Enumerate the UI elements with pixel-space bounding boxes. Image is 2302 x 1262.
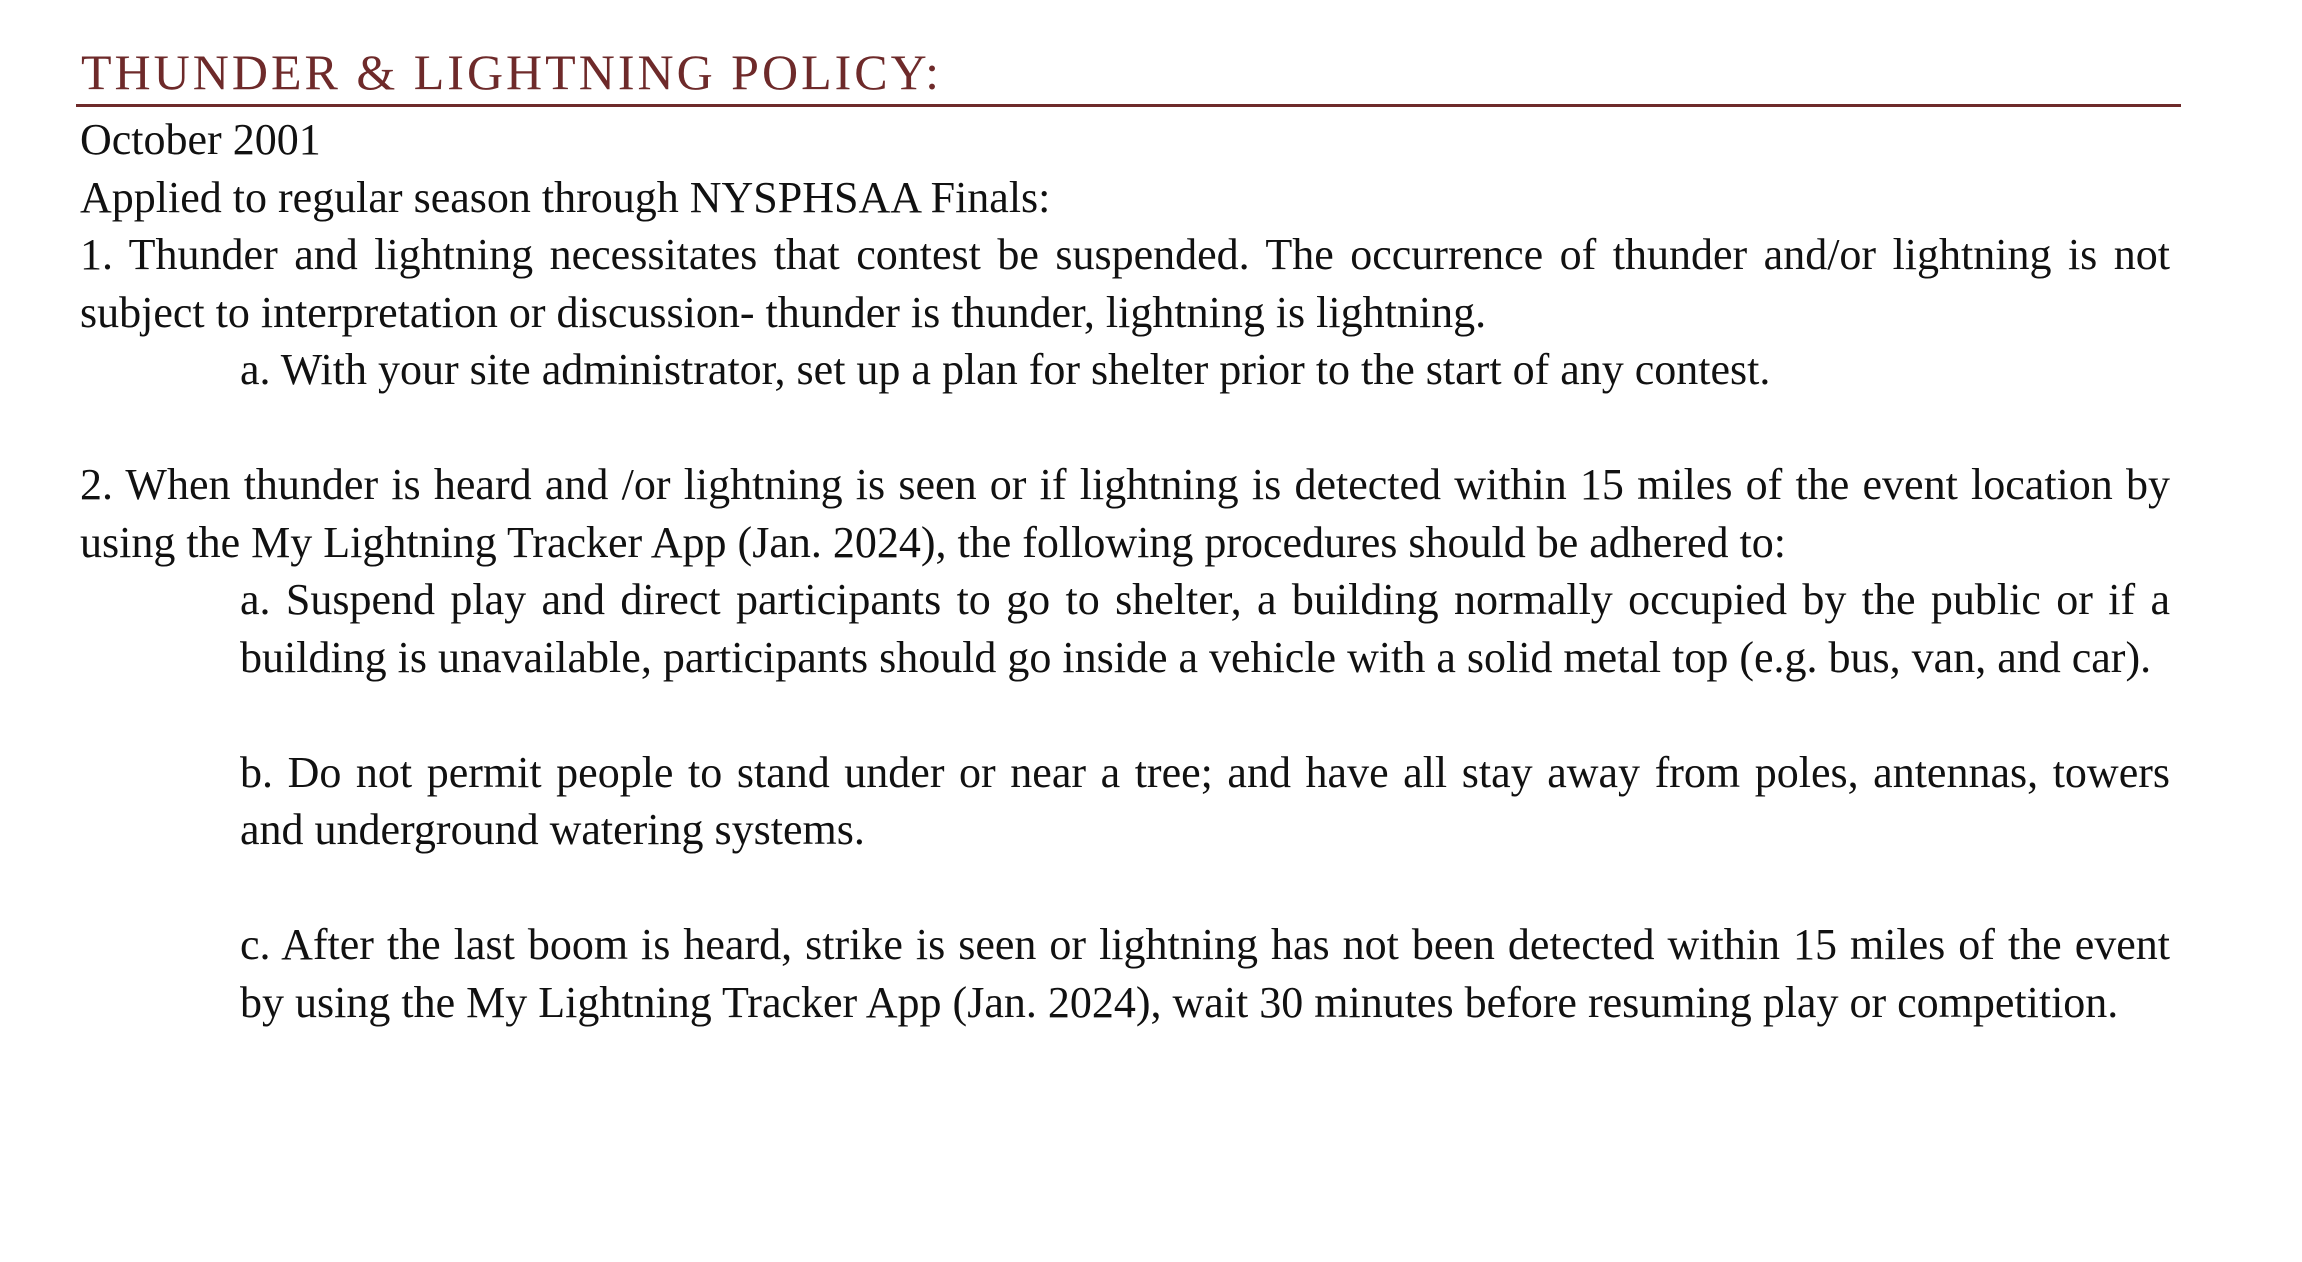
spacer <box>80 686 2170 744</box>
item-2-sub-b: b. Do not permit people to stand under or near a tree; and have all stay away from poles, antennas, towers and underground watering systems. <box>240 747 2170 854</box>
item-2-text: 2. When thunder is heard and /or lightning is seen or if lightning is detected within 15 miles of the event location by using the My Lightning Tracker App (Jan. 2024), the following procedures should be adhered to: <box>80 460 2170 567</box>
policy-document <box>80 40 2170 1031</box>
item-1-sub-a: a. With your site administrator, set up a plan for shelter prior to the start of any contest. <box>240 345 1771 394</box>
policy-body <box>80 111 2170 1031</box>
item-2-sub-c: c. After the last boom is heard, strike is seen or lightning has not been detected within 15 miles of the event by using the My Lightning Tracker App (Jan. 2024), wait 30 minutes before resuming play or competition. <box>240 920 2170 1027</box>
spacer <box>80 399 2170 457</box>
policy-scope: Applied to regular season through NYSPHSAA Finals: <box>80 172 1051 222</box>
item-1-text: 1. Thunder and lightning necessitates that contest be suspended. The occurrence of thunder and/or lightning is not subject to interpretation or discussion- thunder is thunder, lightning is lightning. <box>80 230 2170 337</box>
policy-date: October 2001 <box>80 115 321 164</box>
title-divider <box>76 104 2181 107</box>
spacer <box>80 859 2170 917</box>
policy-title: THUNDER & LIGHTNING POLICY: <box>81 44 943 100</box>
item-2-sub-a: a. Suspend play and direct participants to go to shelter, a building normally occupied by the public or if a building is unavailable, participants should go inside a vehicle with a solid metal top (e.g. bus, van, and car). <box>240 575 2170 682</box>
